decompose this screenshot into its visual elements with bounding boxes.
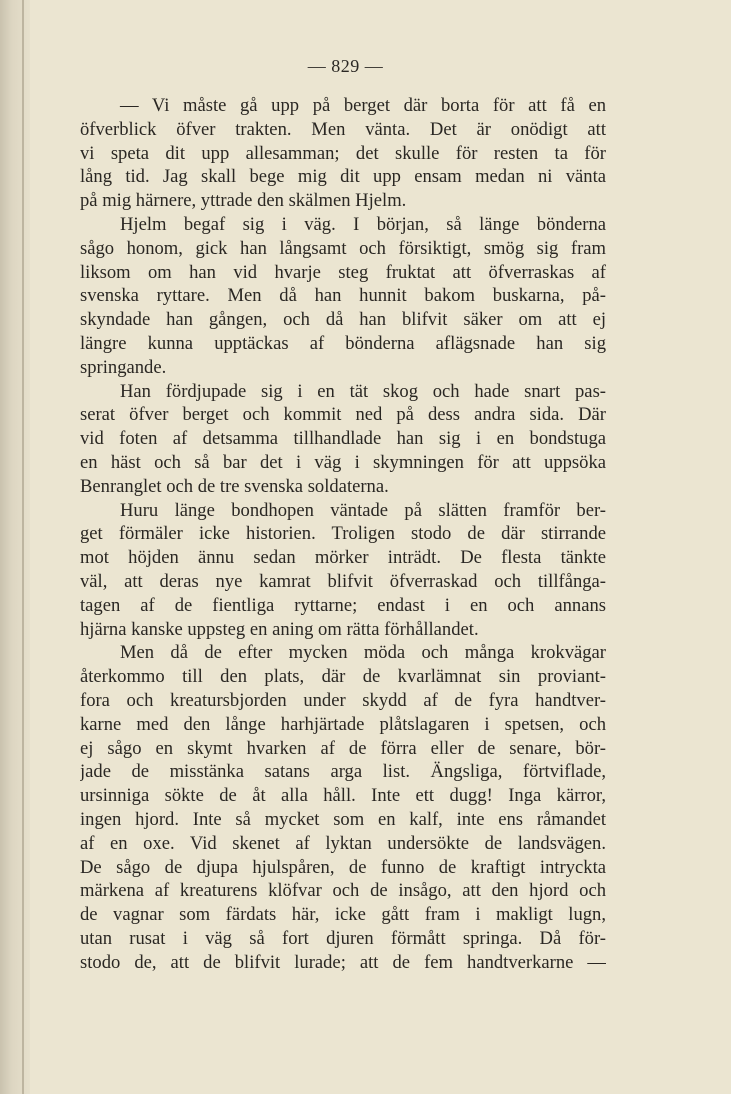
text-line: Han fördjupade sig i en tät skog och hade snart pas- — [120, 380, 606, 402]
text-line: ursinniga sökte de åt alla håll. Inte ett dugg! Inga kärror, — [80, 785, 606, 807]
text-line: karne med den långe harhjärtade plåtslagaren i spetsen, och — [80, 713, 606, 735]
text-line: Hjelm begaf sig i väg. I början, så länge bönderna — [120, 213, 606, 235]
text-line: tagen af de fientliga ryttarne; endast i en och annans — [80, 594, 606, 616]
text-line: Men då de efter mycken möda och många krokvägar — [120, 642, 606, 664]
text-line: mot höjden ännu sedan mörker inträdt. De flesta tänkte — [80, 547, 606, 569]
text-line: De sågo de djupa hjulspåren, de funno de kraftigt intryckta — [80, 856, 606, 878]
text-line: vi speta dit upp allesamman; det skulle för resten ta för — [80, 142, 606, 164]
text-line: ingen hjord. Inte så mycket som en kalf, inte ens råmandet — [80, 808, 606, 830]
page-gutter — [0, 0, 30, 1094]
text-line: Huru länge bondhopen väntade på slätten framför ber- — [120, 499, 606, 521]
text-line: fora och kreatursbjorden under skydd af de fyra handtver- — [80, 689, 606, 711]
text-line: ej sågo en skymt hvarken af de förra eller de senare, bör- — [80, 737, 606, 759]
text-line: af en oxe. Vid skenet af lyktan undersökte de landsvägen. — [80, 832, 606, 854]
text-line: jade de misstänka satans arga list. Ängsliga, förtviflade, — [80, 761, 606, 783]
text-line: längre kunna upptäckas af bönderna aflägsnade han sig — [80, 332, 606, 354]
text-line: vid foten af detsamma tillhandlade han sig i en bondstuga — [80, 428, 606, 450]
text-line: — Vi måste gå upp på berget där borta för att få en — [120, 95, 606, 116]
text-line: på mig härnere, yttrade den skälmen Hjelm. — [80, 190, 407, 212]
text-line: hjärna kanske uppsteg en aning om rätta förhållandet. — [80, 618, 479, 640]
text-line: Benranglet och de tre svenska soldaterna. — [80, 475, 389, 497]
text-line: stodo de, att de blifvit lurade; att de fem handtverkarne — — [80, 951, 606, 973]
text-line: skyndade han gången, och då han blifvit säker om att ej — [80, 309, 606, 331]
text-line: de vagnar som färdats här, icke gått fram i makligt lugn, — [80, 904, 606, 926]
text-line: sågo honom, gick han långsamt och försiktigt, smög sig fram — [80, 237, 606, 259]
text-line: serat öfver berget och kommit ned på dess andra sida. Där — [80, 404, 606, 426]
text-line: springande. — [80, 356, 167, 378]
text-line: en häst och så bar det i väg i skymningen för att uppsöka — [80, 451, 606, 473]
text-line: lång tid. Jag skall bege mig dit upp ensam medan ni vänta — [80, 166, 606, 188]
text-line: väl, att deras nye kamrat blifvit öfverraskad och tillfånga- — [80, 570, 606, 592]
binding-edge — [22, 0, 24, 1094]
text-line: märkena af kreaturens klöfvar och de insågo, att den hjord och — [80, 880, 606, 902]
text-line: liksom om han vid hvarje steg fruktat att öfverraskas af — [80, 261, 606, 283]
text-line: get förmäler icke historien. Troligen stodo de där stirrande — [80, 523, 606, 545]
text-line: svenska ryttare. Men då han hunnit bakom buskarna, på- — [80, 285, 606, 307]
page-number: — 829 — — [307, 56, 384, 76]
text-line: återkommo till den plats, där de kvarlämnat sin proviant- — [80, 666, 606, 688]
text-line: öfverblick öfver trakten. Men vänta. Det är onödigt att — [80, 118, 606, 140]
text-line: utan rusat i väg så fort djuren förmått springa. Då för- — [80, 927, 606, 949]
body-text — [80, 94, 606, 974]
